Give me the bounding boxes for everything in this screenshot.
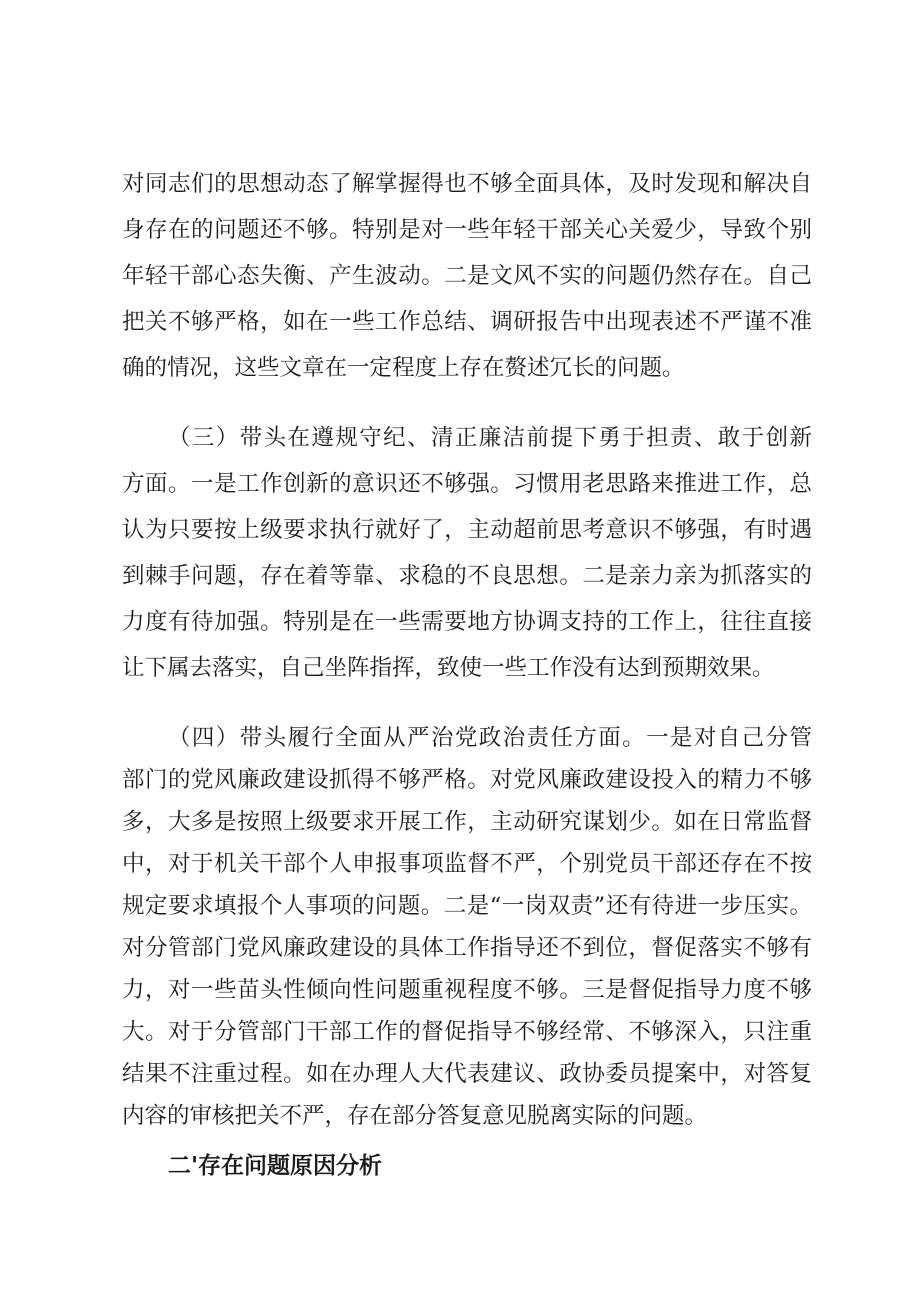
body-text-line: 认为只要按上级要求执行就好了，主动超前思考意识不够强，有时遇	[122, 517, 812, 543]
body-text-line: 力度有待加强。特别是在一些需要地方协调支持的工作上，往往直接	[122, 609, 812, 635]
body-text-line: 年轻干部心态失衡、产生波动。二是文风不实的问题仍然存在。自己	[122, 263, 812, 289]
body-text-line: 对分管部门党风廉政建设的具体工作指导还不到位，督促落实不够有	[122, 935, 812, 961]
section-four-intro: （四）带头履行全面从严治党政治责任方面。一是对自己分管	[168, 725, 812, 751]
body-text-line: 确的情况，这些文章在一定程度上存在赘述冗长的问题。	[122, 355, 685, 381]
body-text-line: 结果不注重过程。如在办理人大代表建议、政协委员提案中，对答复	[122, 1061, 812, 1087]
body-text-line: 规定要求填报个人事项的问题。二是“一岗双责”还有待进一步压实。	[122, 893, 812, 919]
body-text-line: 方面。一是工作创新的意识还不够强。习惯用老思路来推进工作，总	[122, 471, 812, 497]
body-text-line: 对同志们的思想动态了解掌握得也不够全面具体，及时发现和解决自	[122, 171, 812, 197]
body-text-line: 到棘手问题，存在着等靠、求稳的不良思想。二是亲力亲为抓落实的	[122, 563, 812, 589]
section-three-intro: （三）带头在遵规守纪、清正廉洁前提下勇于担责、敢于创新	[168, 425, 812, 451]
body-text-line: 部门的党风廉政建设抓得不够严格。对党风廉政建设投入的精力不够	[122, 767, 812, 793]
section-heading: 二'存在问题原因分析	[168, 1153, 383, 1179]
body-text-line: 内容的审核把关不严，存在部分答复意见脱离实际的问题。	[122, 1103, 708, 1129]
body-text-line: 力，对一些苗头性倾向性问题重视程度不够。三是督促指导力度不够	[122, 977, 812, 1003]
body-text-line: 身存在的问题还不够。特别是对一些年轻干部关心关爱少，导致个别	[122, 217, 812, 243]
body-text-line: 多，大多是按照上级要求开展工作，主动研究谋划少。如在日常监督	[122, 809, 812, 835]
body-text-line: 把关不够严格，如在一些工作总结、调研报告中出现表述不严谨不准	[122, 309, 812, 335]
body-text-line: 让下属去落实，自己坐阵指挥，致使一些工作没有达到预期效果。	[122, 655, 775, 681]
body-text-line: 大。对于分管部门干部工作的督促指导不够经常、不够深入，只注重	[122, 1019, 812, 1045]
body-text-line: 中，对于机关干部个人申报事项监督不严，个别党员干部还存在不按	[122, 851, 812, 877]
